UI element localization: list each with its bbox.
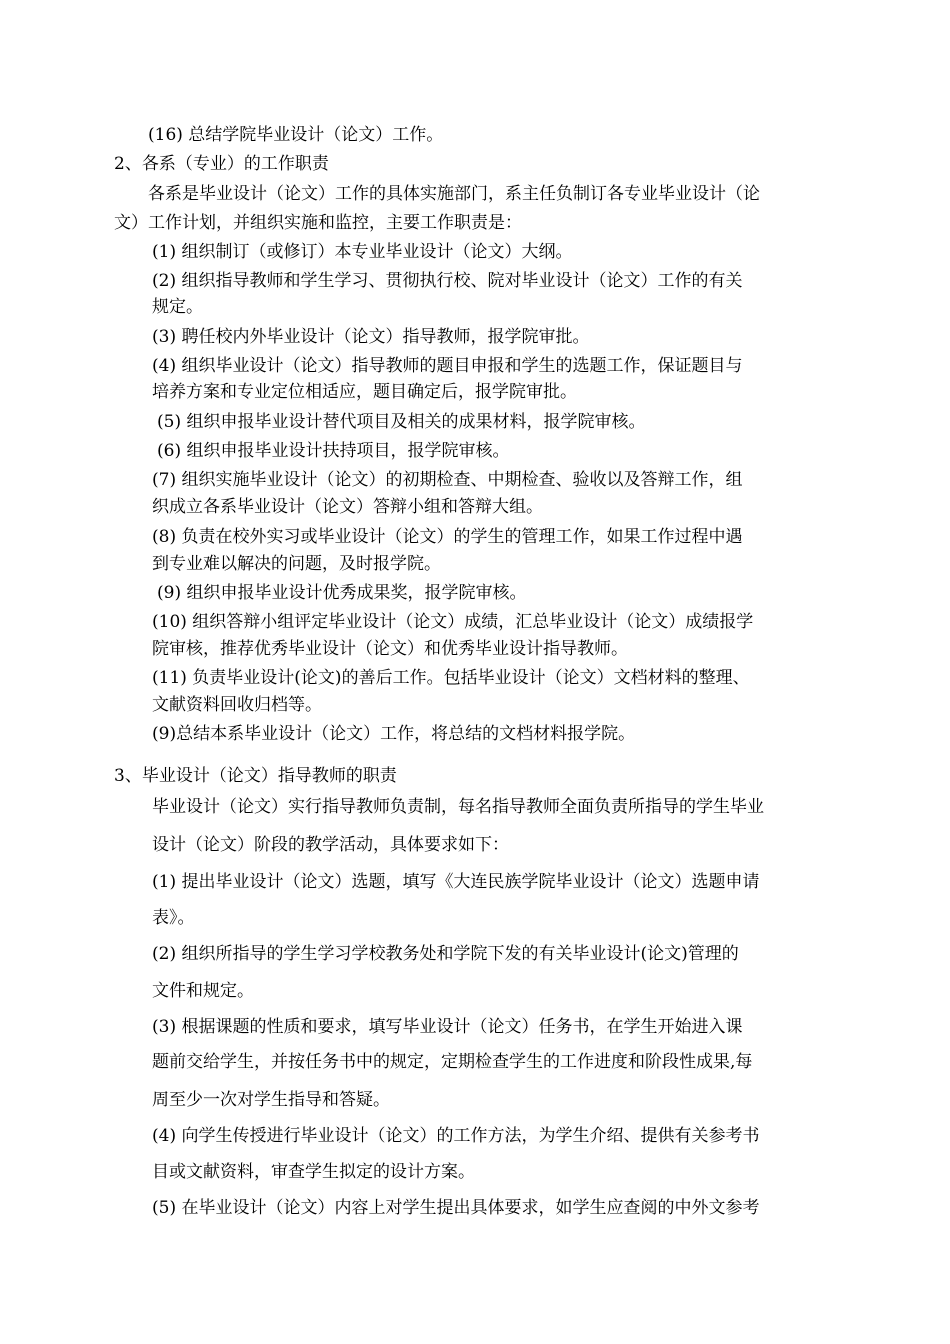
text-line: 题前交给学生，并按任务书中的规定，定期检查学生的工作进度和阶段性成果,每: [152, 1052, 753, 1072]
text-line: (8) 负责在校外实习或毕业设计（论文）的学生的管理工作，如果工作过程中遇: [152, 527, 743, 547]
text-line: 院审核，推荐优秀毕业设计（论文）和优秀毕业设计指导教师。: [152, 639, 628, 659]
text-line: (5) 组织申报毕业设计替代项目及相关的成果材料，报学院审核。: [157, 412, 646, 432]
text-line: 培养方案和专业定位相适应，题目确定后，报学院审批。: [152, 382, 577, 402]
text-line: (16) 总结学院毕业设计（论文）工作。: [148, 125, 444, 145]
text-line: (9) 组织申报毕业设计优秀成果奖，报学院审核。: [157, 583, 527, 603]
text-line: 设计（论文）阶段的教学活动，具体要求如下：: [152, 835, 509, 855]
section-heading: 3、毕业设计（论文）指导教师的职责: [114, 766, 397, 786]
text-line: 规定。: [152, 297, 203, 317]
text-line: 文件和规定。: [152, 981, 254, 1001]
text-line: (6) 组织申报毕业设计扶持项目，报学院审核。: [157, 441, 510, 461]
text-line: (3) 根据课题的性质和要求，填写毕业设计（论文）任务书，在学生开始进入课: [152, 1017, 743, 1037]
text-line: (2) 组织所指导的学生学习学校教务处和学院下发的有关毕业设计(论文)管理的: [152, 944, 739, 964]
text-line: (5) 在毕业设计（论文）内容上对学生提出具体要求，如学生应查阅的中外文参考: [152, 1198, 760, 1218]
text-line: 各系是毕业设计（论文）工作的具体实施部门，系主任负制订各专业毕业设计（论: [148, 184, 760, 204]
text-line: 文献资料回收归档等。: [152, 695, 322, 715]
text-line: (2) 组织指导教师和学生学习、贯彻执行校、院对毕业设计（论文）工作的有关: [152, 271, 743, 291]
text-line: (11) 负责毕业设计(论文)的善后工作。包括毕业设计（论文）文档材料的整理、: [152, 668, 750, 688]
text-line: 目或文献资料，审查学生拟定的设计方案。: [152, 1162, 475, 1182]
section-heading: 2、各系（专业）的工作职责: [114, 154, 329, 174]
text-line: 文）工作计划，并组织实施和监控，主要工作职责是：: [114, 213, 522, 233]
text-line: (1) 组织制订（或修订）本专业毕业设计（论文）大纲。: [152, 242, 573, 262]
text-line: (7) 组织实施毕业设计（论文）的初期检查、中期检查、验收以及答辩工作，组: [152, 470, 743, 490]
text-line: 织成立各系毕业设计（论文）答辩小组和答辩大组。: [152, 497, 543, 517]
text-line: (4) 向学生传授进行毕业设计（论文）的工作方法，为学生介绍、提供有关参考书: [152, 1126, 760, 1146]
text-line: 表》。: [152, 908, 195, 928]
text-line: (4) 组织毕业设计（论文）指导教师的题目申报和学生的选题工作，保证题目与: [152, 356, 743, 376]
text-line: (9)总结本系毕业设计（论文）工作，将总结的文档材料报学院。: [152, 724, 636, 744]
text-line: (1) 提出毕业设计（论文）选题，填写《大连民族学院毕业设计（论文）选题申请: [152, 872, 760, 892]
text-line: (3) 聘任校内外毕业设计（论文）指导教师，报学院审批。: [152, 327, 590, 347]
text-line: (10) 组织答辩小组评定毕业设计（论文）成绩，汇总毕业设计（论文）成绩报学: [152, 612, 754, 632]
text-line: 周至少一次对学生指导和答疑。: [152, 1090, 390, 1110]
text-line: 毕业设计（论文）实行指导教师负责制，每名指导教师全面负责所指导的学生毕业: [152, 797, 764, 817]
text-line: 到专业难以解决的问题，及时报学院。: [152, 554, 441, 574]
